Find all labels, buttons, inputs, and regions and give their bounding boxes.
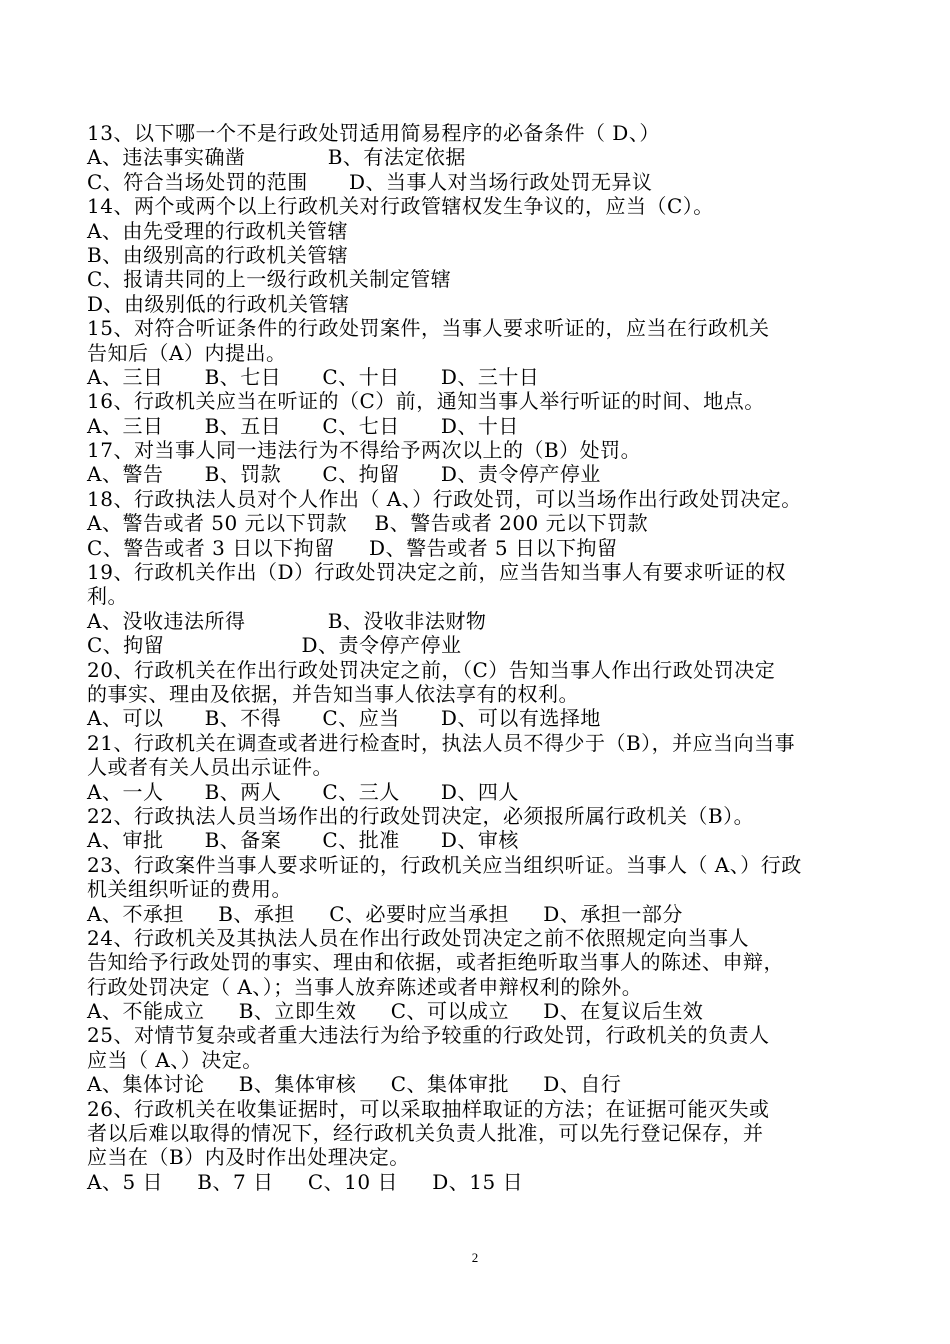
text-line: A、违法事实确凿 B、有法定依据: [87, 145, 466, 170]
text-line: 24、行政机关及其执法人员在作出行政处罚决定之前不依照规定向当事人: [87, 925, 749, 950]
text-line: 21、行政机关在调查或者进行检查时，执法人员不得少于（B），并应当向当事: [87, 730, 796, 755]
text-line: A、警告 B、罚款 C、拘留 D、责令停产停业: [87, 462, 601, 487]
text-line: A、集体讨论 B、集体审核 C、集体审批 D、自行: [87, 1072, 622, 1097]
text-line: 利。: [87, 584, 128, 609]
text-line: 告知后（A）内提出。: [87, 340, 287, 365]
question-list: [87, 121, 867, 1194]
text-line: 机关组织听证的费用。: [87, 877, 292, 902]
text-line: A、没收违法所得 B、没收非法财物: [87, 608, 487, 633]
text-line: 者以后难以取得的情况下，经行政机关负责人批准，可以先行登记保存，并: [87, 1121, 764, 1146]
text-line: 的事实、理由及依据，并告知当事人依法享有的权利。: [87, 681, 579, 706]
text-line: C、警告或者 3 日以下拘留 D、警告或者 5 日以下拘留: [87, 535, 618, 560]
text-line: B、由级别高的行政机关管辖: [87, 242, 349, 267]
text-line: A、三日 B、七日 C、十日 D、三十日: [87, 364, 540, 389]
text-line: C、报请共同的上一级行政机关制定管辖: [87, 267, 452, 292]
text-line: A、不能成立 B、立即生效 C、可以成立 D、在复议后生效: [87, 999, 704, 1024]
text-line: A、由先受理的行政机关管辖: [87, 218, 348, 243]
text-line: C、符合当场处罚的范围 D、当事人对当场行政处罚无异议: [87, 169, 653, 194]
text-line: 17、对当事人同一违法行为不得给予两次以上的（B）处罚。: [87, 438, 642, 463]
text-line: 行政处罚决定（ A、）；当事人放弃陈述或者申辩权利的除外。: [87, 974, 643, 999]
text-line: 18、行政执法人员对个人作出（ A、）行政处罚，可以当场作出行政处罚决定。: [87, 486, 802, 511]
text-line: A、审批 B、备案 C、批准 D、审核: [87, 828, 519, 853]
text-line: 25、对情节复杂或者重大违法行为给予较重的行政处罚，行政机关的负责人: [87, 1023, 770, 1048]
text-line: 应当在（B）内及时作出处理决定。: [87, 1145, 410, 1170]
text-line: 13、以下哪一个不是行政处罚适用简易程序的必备条件（ D、）: [87, 121, 660, 145]
page-number: 2: [471, 1250, 479, 1265]
text-line: C、拘留 D、责令停产停业: [87, 633, 462, 658]
text-line: A、一人 B、两人 C、三人 D、四人: [87, 779, 519, 804]
text-line: 应当（ A、）决定。: [87, 1047, 263, 1072]
text-line: D、由级别低的行政机关管辖: [87, 291, 350, 316]
text-line: 告知给予行政处罚的事实、理由和依据，或者拒绝听取当事人的陈述、申辩，: [87, 950, 784, 975]
text-line: 15、对符合听证条件的行政处罚案件，当事人要求听证的，应当在行政机关: [87, 316, 770, 341]
text-line: 19、行政机关作出（D）行政处罚决定之前，应当告知当事人有要求听证的权: [87, 560, 786, 585]
text-line: 22、行政执法人员当场作出的行政处罚决定，必须报所属行政机关（B）。: [87, 803, 755, 828]
text-line: 14、两个或两个以上行政机关对行政管辖权发生争议的，应当（C）。: [87, 194, 714, 219]
text-line: 26、行政机关在收集证据时，可以采取抽样取证的方法；在证据可能灭失或: [87, 1096, 770, 1121]
text-line: A、5 日 B、7 日 C、10 日 D、15 日: [87, 1169, 524, 1194]
text-line: A、警告或者 50 元以下罚款 B、警告或者 200 元以下罚款: [87, 511, 649, 536]
text-line: A、可以 B、不得 C、应当 D、可以有选择地: [87, 706, 601, 731]
text-line: 16、行政机关应当在听证的（C）前，通知当事人举行听证的时间、地点。: [87, 389, 765, 414]
text-line: 23、行政案件当事人要求听证的，行政机关应当组织听证。当事人（ A、）行政: [87, 852, 802, 877]
text-line: 20、行政机关在作出行政处罚决定之前，（C）告知当事人作出行政处罚决定: [87, 657, 776, 682]
text-line: A、三日 B、五日 C、七日 D、十日: [87, 413, 519, 438]
text-line: 人或者有关人员出示证件。: [87, 755, 333, 780]
text-line: A、不承担 B、承担 C、必要时应当承担 D、承担一部分: [87, 901, 683, 926]
